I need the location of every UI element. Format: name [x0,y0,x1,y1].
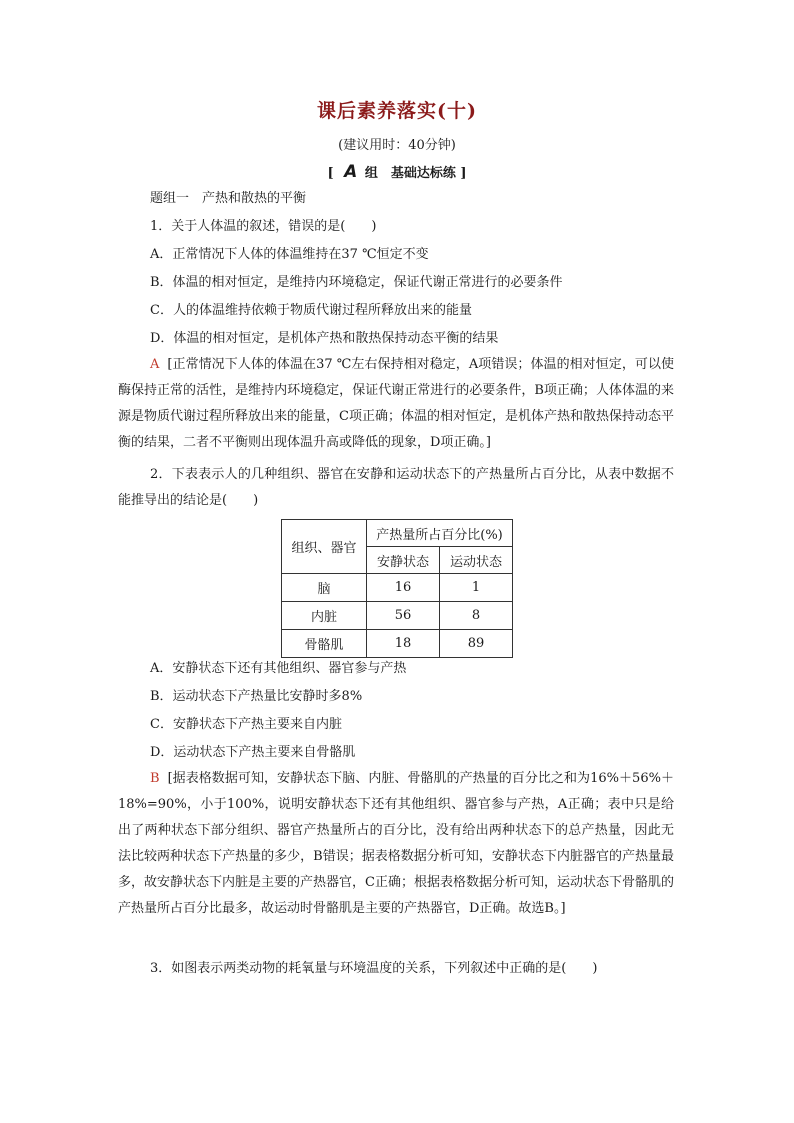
page-title: 课后素养落实(十) [317,100,477,122]
heat-production-table [281,519,513,658]
table-cell-organ: 内脏 [282,602,367,630]
group-bracket-close: ] [460,166,467,181]
q1-option-a: A．正常情况下人体的体温维持在37 ℃恒定不变 [150,247,429,262]
q2-answer-letter: B [150,771,160,786]
table-header-exercise: 运动状态 [440,547,513,574]
table-cell-rest: 18 [367,630,440,658]
table-cell-exercise: 1 [440,574,513,602]
table-row [282,602,513,630]
q2-option-a: A．安静状态下还有其他组织、器官参与产热 [150,661,407,676]
q2-option-d: D．运动状态下产热主要来自骨骼肌 [150,745,356,760]
q1-option-d: D．体温的相对恒定，是机体产热和散热保持动态平衡的结果 [150,331,499,346]
table-cell-rest: 56 [367,602,440,630]
q2-explanation [118,766,674,922]
table-cell-rest: 16 [367,574,440,602]
section-title: 题组一 产热和散热的平衡 [150,191,307,206]
time-suggestion: (建议用时：40分钟) [338,138,456,153]
q2-explanation-text: [据表格数据可知，安静状态下脑、内脏、骨骼肌的产热量的百分比之和为16%＋56%＋18%=90%，小于100%，说明安静状态下还有其他组织、器官参与产热，A正确；表中只是给出了两种状态下部分组织、器官产热量所占的百分比，没有给出两种状态下的总产热量，因此无法比较两种状态下产热量的多少，B错误；据表格数据分析可知，安静状态下内脏器官的产热量最多，故安静状态下内脏是主要的产热器官，C正确；根据表格数据分析可知，运动状态下骨骼肌的产热量所占百分比最多，故运动时骨骼肌是主要的产热器官，D正确。故选B。] [118,771,674,916]
q1-explanation-text: [正常情况下人体的体温在37 ℃左右保持相对稳定，A项错误；体温的相对恒定，可以使酶保持正常的活性，是维持内环境稳定，保证代谢正常进行的必要条件，B项正确；人体体温的来源是物质代谢过程所释放出来的能量，C项正确；体温的相对恒定，是机体产热和散热保持动态平衡的结果，二者不平衡则出现体温升高或降低的现象，D项正确。] [118,357,674,450]
table-cell-organ: 脑 [282,574,367,602]
table-row [282,574,513,602]
q3-stem: 3．如图表示两类动物的耗氧量与环境温度的关系，下列叙述中正确的是( ) [150,961,598,976]
q1-stem: 1．关于人体温的叙述，错误的是( ) [150,219,377,234]
table-cell-exercise: 89 [440,630,513,658]
q2-stem: 2．下表表示人的几种组织、器官在安静和运动状态下的产热量所占百分比，从表中数据不能推导出的结论是( ) [118,467,674,508]
table-row [282,630,513,658]
q1-explanation [118,352,674,456]
group-letter-mark: A [344,162,358,182]
group-label: 组 基础达标练 [364,166,456,181]
q1-option-c: C．人的体温维持依赖于物质代谢过程所释放出来的能量 [150,303,472,318]
table-header-percentage: 产热量所占百分比(%) [367,520,513,547]
table-header-rest: 安静状态 [367,547,440,574]
table-cell-exercise: 8 [440,602,513,630]
q1-option-b: B．体温的相对恒定，是维持内环境稳定，保证代谢正常进行的必要条件 [150,275,563,290]
q2-option-b: B．运动状态下产热量比安静时多8% [150,689,363,704]
group-bracket-open: [ [327,166,334,181]
table-header-organ: 组织、器官 [282,520,367,574]
table-cell-organ: 骨骼肌 [282,630,367,658]
q2-option-c: C．安静状态下产热主要来自内脏 [150,717,342,732]
group-heading [0,162,794,182]
q1-answer-letter: A [150,357,160,372]
